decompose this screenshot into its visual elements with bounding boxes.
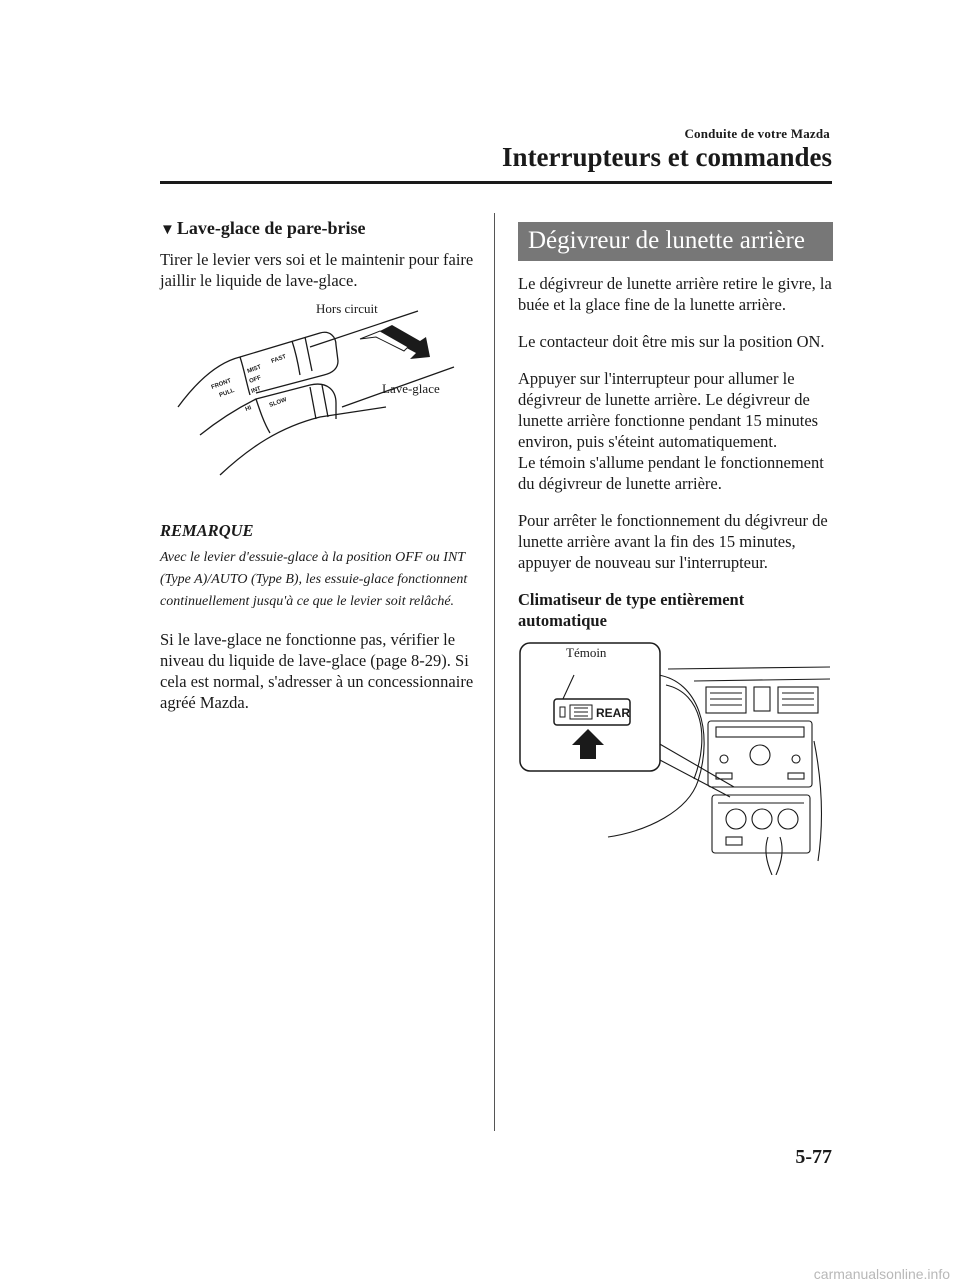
svg-text:INT: INT (250, 385, 262, 395)
left-column (160, 218, 478, 729)
note-text: Avec le levier d'essuie-glace à la position OFF ou INT (Type A)/AUTO (Type B), les essuie-glace fonctionnent continuellement jusqu'à ce que le levier soit relâché. (160, 550, 468, 609)
svg-text:HI: HI (244, 405, 253, 413)
watermark: carmanualsonline.info (813, 1266, 950, 1282)
indicator-note: Le témoin s'allume pendant le fonctionnement du dégivreur de lunette arrière. (518, 453, 824, 493)
defroster-stop: Pour arrêter le fonctionnement du dégivreur de lunette arrière avant la fin des 15 minutes, appuyer de nouveau sur l'interrupteur. (518, 511, 828, 572)
svg-text:MIST: MIST (246, 364, 263, 375)
label-washer-position: Lave-glace (382, 381, 440, 396)
svg-text:PULL: PULL (218, 387, 236, 399)
defroster-figure (518, 641, 830, 875)
right-column (518, 222, 833, 875)
svg-text:FAST: FAST (270, 353, 288, 365)
triangle-marker-icon: ▼ (160, 222, 175, 238)
column-divider (494, 213, 495, 1131)
wiper-lever-illustration (160, 307, 478, 487)
washer-lever-figure (160, 301, 478, 487)
dashboard-illustration (518, 641, 830, 875)
washer-heading (160, 218, 478, 239)
chapter-title: Conduite de votre Mazda (684, 126, 830, 141)
washer-heading-text: Lave-glace de pare-brise (176, 218, 366, 238)
defroster-banner: Dégivreur de lunette arrière (518, 222, 833, 261)
rear-button-text: REAR (596, 706, 631, 720)
ignition-note: Le contacteur doit être mis sur la position ON. (518, 332, 825, 351)
note-title: REMARQUE (160, 521, 254, 540)
washer-intro: Tirer le levier vers soi et le maintenir pour faire jaillir le liquide de lave-glace. (160, 250, 474, 290)
page-number: 5-77 (795, 1146, 832, 1168)
section-title: Interrupteurs et commandes (502, 142, 832, 172)
svg-text:SLOW: SLOW (268, 397, 288, 409)
label-indicator: Témoin (566, 645, 607, 660)
svg-text:OFF: OFF (248, 375, 262, 385)
defroster-operation: Appuyer sur l'interrupteur pour allumer le dégivreur de lunette arrière. Le dégivreur de lunette arrière fonctionne pendant 15 minutes environ, puis s'éteint automatiquement. (518, 369, 819, 451)
defroster-intro: Le dégivreur de lunette arrière retire le givre, la buée et la glace fine de la lunette arrière. (518, 274, 832, 314)
svg-text:FRONT: FRONT (210, 378, 233, 391)
climate-subheading: Climatiseur de type entièrement automatique (518, 590, 745, 630)
label-off-position: Hors circuit (316, 301, 378, 316)
washer-check-text: Si le lave-glace ne fonctionne pas, vérifier le niveau du liquide de lave-glace (page 8-29). Si cela est normal, s'adresser à un concessionnaire agréé Mazda. (160, 630, 474, 712)
header-rule (160, 181, 832, 184)
